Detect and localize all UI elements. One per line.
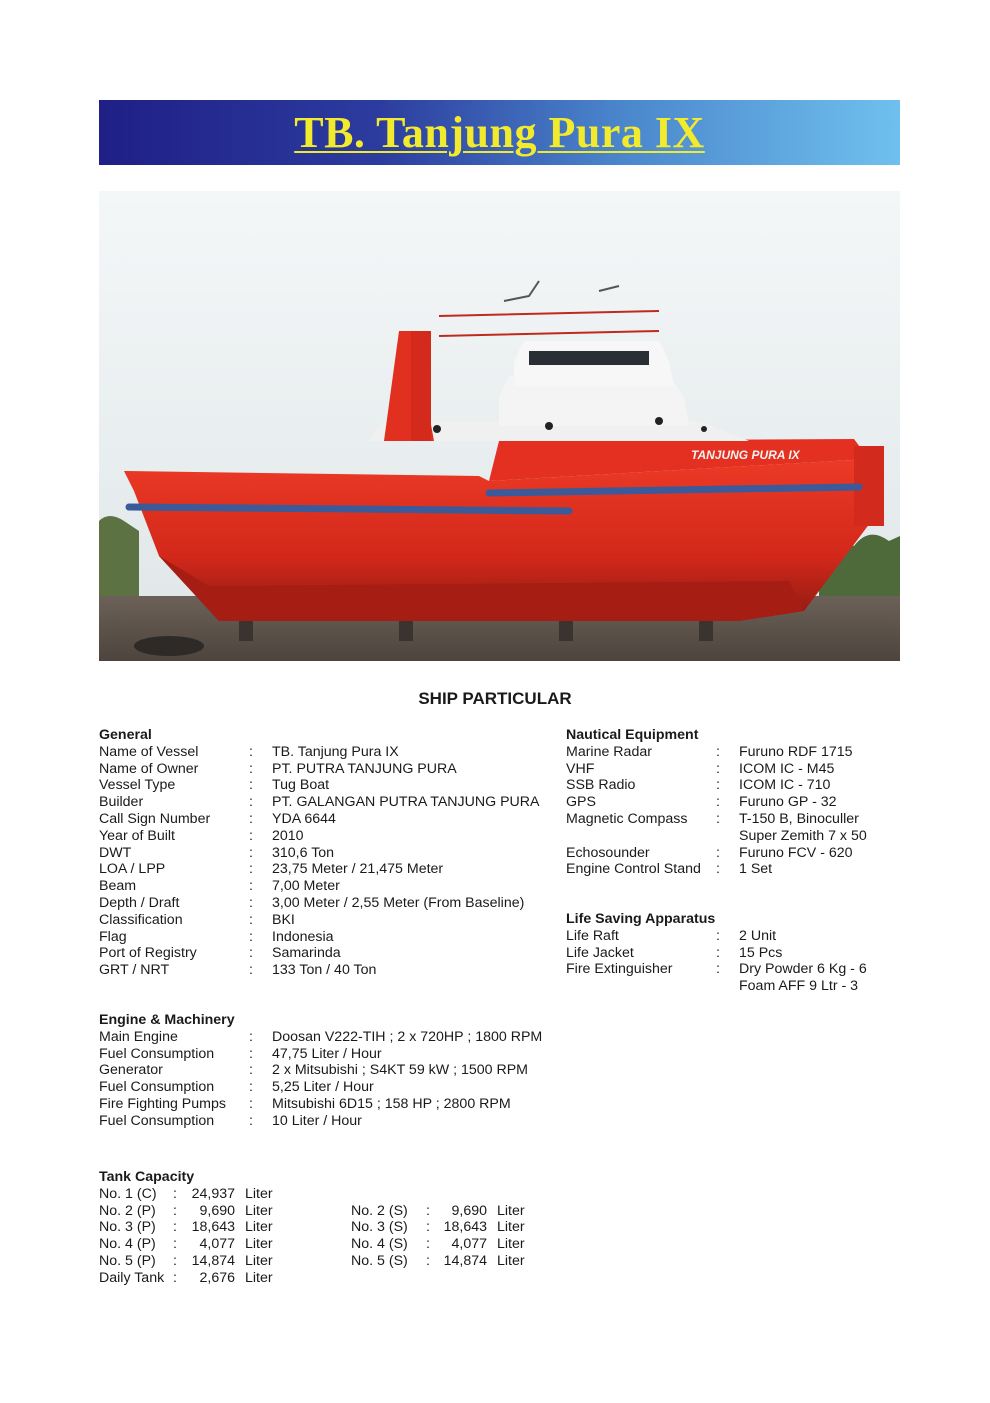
spec-label: Life Jacket [566, 944, 634, 961]
spec-row [99, 811, 559, 828]
spec-colon: : [249, 1062, 253, 1079]
tugboat-illustration [99, 191, 900, 661]
spec-value: 310,6 Ton [272, 844, 335, 861]
nautical-section [566, 727, 896, 878]
tank-colon: : [173, 1185, 177, 1202]
spec-label: GPS [566, 794, 596, 811]
spec-label: Engine Control Stand [566, 861, 701, 878]
tank-row [99, 1203, 299, 1220]
spec-value: TB. Tanjung Pura IX [272, 743, 399, 760]
spec-value: 23,75 Meter / 21,475 Meter [272, 861, 444, 878]
spec-colon: : [249, 945, 253, 962]
tank-unit: Liter [245, 1269, 273, 1286]
tank-colon: : [173, 1219, 177, 1236]
tank-row [351, 1203, 551, 1220]
spec-label: Vessel Type [99, 777, 176, 794]
tank-unit: Liter [497, 1219, 525, 1236]
spec-value: Furuno FCV - 620 [739, 844, 853, 861]
tank-label: No. 5 (S) [351, 1252, 408, 1269]
spec-value: Furuno GP - 32 [739, 794, 837, 811]
page-title: TB. Tanjung Pura IX [294, 108, 705, 157]
tank-label: Daily Tank [99, 1269, 165, 1286]
spec-row [99, 761, 559, 778]
tank-capacity-heading: Tank Capacity [99, 1169, 195, 1185]
spec-colon: : [249, 1079, 253, 1096]
spec-row [99, 1029, 559, 1046]
spec-label: Life Raft [566, 927, 619, 944]
spec-value: 7,00 Meter [272, 878, 340, 895]
spec-row [566, 928, 896, 945]
spec-colon: : [249, 928, 253, 945]
spec-value: 2 x Mitsubishi ; S4KT 59 kW ; 1500 RPM [272, 1062, 528, 1079]
general-heading: General [99, 727, 152, 743]
tank-amount: 14,874 [191, 1252, 235, 1269]
engine-section [99, 1012, 559, 1130]
spec-colon: : [716, 944, 720, 961]
spec-row [99, 1113, 559, 1130]
tank-row [351, 1236, 551, 1253]
spec-value: Foam AFF 9 Ltr - 3 [739, 978, 859, 995]
spec-label: Fuel Consumption [99, 1079, 215, 1096]
tank-unit: Liter [497, 1236, 525, 1253]
spec-row [566, 811, 896, 828]
tank-row [351, 1219, 551, 1236]
spec-row [99, 945, 559, 962]
tank-amount: 14,874 [443, 1252, 487, 1269]
spec-colon: : [716, 961, 720, 978]
spec-row [566, 794, 896, 811]
spec-colon: : [249, 760, 253, 777]
spec-label: Echosounder [566, 844, 650, 861]
spec-row [99, 794, 559, 811]
spec-colon: : [249, 911, 253, 928]
spec-row [99, 861, 559, 878]
tank-colon: : [173, 1202, 177, 1219]
tire [134, 636, 204, 656]
spec-row [99, 929, 559, 946]
spec-value: PT. GALANGAN PUTRA TANJUNG PURA [272, 794, 540, 811]
title-banner [99, 100, 900, 165]
spec-row [566, 978, 896, 995]
spec-label: Marine Radar [566, 743, 652, 760]
spec-value: 10 Liter / Hour [272, 1112, 362, 1129]
spec-label: Fire Fighting Pumps [99, 1095, 226, 1112]
spec-label: Fuel Consumption [99, 1112, 215, 1129]
tank-amount: 4,077 [199, 1236, 235, 1253]
ship-photo [99, 191, 900, 661]
tank-label: No. 5 (P) [99, 1252, 156, 1269]
spec-value: PT. PUTRA TANJUNG PURA [272, 760, 457, 777]
life-saving-section [566, 911, 896, 995]
spec-value: 47,75 Liter / Hour [272, 1045, 382, 1062]
tank-amount: 18,643 [191, 1219, 235, 1236]
spec-colon: : [249, 894, 253, 911]
tank-colon: : [426, 1219, 430, 1236]
spec-row [99, 845, 559, 862]
tank-colon: : [173, 1252, 177, 1269]
tank-amount: 9,690 [199, 1202, 235, 1219]
tank-unit: Liter [245, 1202, 273, 1219]
tank-row [99, 1219, 299, 1236]
spec-value: T-150 B, Binoculler [739, 810, 859, 827]
spec-colon: : [249, 827, 253, 844]
tank-capacity-starboard [351, 1203, 551, 1270]
spec-label: SSB Radio [566, 777, 636, 794]
tank-unit: Liter [245, 1185, 273, 1202]
spec-colon: : [249, 878, 253, 895]
spec-row [566, 961, 896, 978]
spec-colon: : [249, 962, 253, 979]
tank-colon: : [426, 1202, 430, 1219]
spec-label: DWT [99, 844, 132, 861]
spec-label: Name of Owner [99, 760, 199, 777]
spec-label: Beam [99, 878, 137, 895]
spec-colon: : [716, 927, 720, 944]
spec-label: LOA / LPP [99, 861, 166, 878]
spec-value: 133 Ton / 40 Ton [272, 962, 377, 979]
spec-label: Fuel Consumption [99, 1045, 215, 1062]
spec-label: Call Sign Number [99, 810, 211, 827]
life-saving-heading: Life Saving Apparatus [566, 911, 716, 927]
general-section [99, 727, 559, 979]
spec-value: Doosan V222-TIH ; 2 x 720HP ; 1800 RPM [272, 1028, 543, 1045]
tank-row [99, 1253, 299, 1270]
spec-colon: : [716, 844, 720, 861]
spec-value: 15 Pcs [739, 944, 783, 961]
stack-side [411, 331, 431, 441]
spec-row [566, 761, 896, 778]
section-title: SHIP PARTICULAR [418, 689, 572, 708]
spec-value: 3,00 Meter / 2,55 Meter (From Baseline) [272, 894, 525, 911]
hull-name-text: TANJUNG PURA IX [691, 448, 800, 462]
spec-value: 2010 [272, 827, 304, 844]
spec-label: Classification [99, 911, 183, 928]
tank-unit: Liter [497, 1202, 525, 1219]
spec-colon: : [716, 861, 720, 878]
tank-label: No. 2 (P) [99, 1202, 156, 1219]
spec-row [99, 1096, 559, 1113]
spec-row [566, 828, 896, 845]
tank-label: No. 3 (S) [351, 1219, 408, 1236]
spec-colon: : [249, 743, 253, 760]
tank-row [99, 1270, 299, 1287]
spec-colon: : [249, 810, 253, 827]
spec-value: Furuno RDF 1715 [739, 743, 853, 760]
spec-colon: : [716, 743, 720, 760]
tank-row [351, 1253, 551, 1270]
spec-row [99, 777, 559, 794]
fender-aft [129, 507, 569, 511]
spec-value: YDA 6644 [272, 810, 336, 827]
spec-row [566, 945, 896, 962]
spec-value: ICOM IC - 710 [739, 777, 831, 794]
spec-row [99, 878, 559, 895]
engine-heading: Engine & Machinery [99, 1012, 235, 1028]
spec-value: 5,25 Liter / Hour [272, 1079, 374, 1096]
tank-unit: Liter [245, 1252, 273, 1269]
spec-colon: : [716, 760, 720, 777]
tank-colon: : [426, 1236, 430, 1253]
spec-value: Super Zemith 7 x 50 [739, 827, 867, 844]
spec-label: VHF [566, 760, 595, 777]
spec-colon: : [249, 844, 253, 861]
spec-colon: : [249, 1112, 253, 1129]
spec-value: Indonesia [272, 928, 334, 945]
spec-label: Depth / Draft [99, 894, 180, 911]
tank-row [99, 1236, 299, 1253]
tank-amount: 2,676 [199, 1269, 235, 1286]
spec-row [99, 828, 559, 845]
tank-label: No. 3 (P) [99, 1219, 156, 1236]
tank-label: No. 4 (P) [99, 1236, 156, 1253]
spec-row [99, 744, 559, 761]
spec-row [566, 861, 896, 878]
spec-colon: : [249, 861, 253, 878]
tank-label: No. 2 (S) [351, 1202, 408, 1219]
wheelhouse-windows [529, 351, 649, 365]
tank-label: No. 1 (C) [99, 1185, 157, 1202]
spec-value: 2 Unit [739, 927, 777, 944]
spec-row [566, 777, 896, 794]
spec-colon: : [716, 794, 720, 811]
spec-colon: : [249, 1045, 253, 1062]
spec-value: Samarinda [272, 945, 341, 962]
spec-row [99, 895, 559, 912]
tank-amount: 9,690 [451, 1202, 487, 1219]
spec-colon: : [249, 794, 253, 811]
spec-row [566, 845, 896, 862]
tank-capacity-section [99, 1169, 299, 1287]
tank-colon: : [426, 1252, 430, 1269]
spec-label: Port of Registry [99, 945, 197, 962]
spec-row [566, 744, 896, 761]
tank-unit: Liter [245, 1219, 273, 1236]
spec-value: ICOM IC - M45 [739, 760, 835, 777]
spec-colon: : [249, 777, 253, 794]
spec-row [99, 1062, 559, 1079]
nautical-heading: Nautical Equipment [566, 727, 699, 743]
spec-label: Generator [99, 1062, 163, 1079]
spec-label: Year of Built [99, 827, 175, 844]
spec-colon: : [716, 777, 720, 794]
tank-row [99, 1186, 299, 1203]
tank-colon: : [173, 1269, 177, 1286]
spec-colon: : [716, 810, 720, 827]
spec-colon: : [249, 1095, 253, 1112]
spec-value: 1 Set [739, 861, 773, 878]
spec-row [99, 912, 559, 929]
spec-value: Dry Powder 6 Kg - 6 [739, 961, 867, 978]
tank-amount: 24,937 [191, 1185, 235, 1202]
spec-row [99, 1079, 559, 1096]
spec-label: Name of Vessel [99, 743, 199, 760]
spec-value: Tug Boat [272, 777, 330, 794]
spec-value: BKI [272, 911, 295, 928]
spec-label: Magnetic Compass [566, 810, 688, 827]
spec-value: Mitsubishi 6D15 ; 158 HP ; 2800 RPM [272, 1095, 511, 1112]
tank-unit: Liter [245, 1236, 273, 1253]
tank-label: No. 4 (S) [351, 1236, 408, 1253]
spec-label: Flag [99, 928, 127, 945]
tank-colon: : [173, 1236, 177, 1253]
tank-amount: 18,643 [443, 1219, 487, 1236]
spec-label: Main Engine [99, 1028, 178, 1045]
spec-row [99, 962, 559, 979]
spec-label: Fire Extinguisher [566, 961, 673, 978]
spec-colon: : [249, 1028, 253, 1045]
tank-unit: Liter [497, 1252, 525, 1269]
spec-row [99, 1046, 559, 1063]
tank-amount: 4,077 [451, 1236, 487, 1253]
spec-label: GRT / NRT [99, 962, 170, 979]
spec-label: Builder [99, 794, 144, 811]
